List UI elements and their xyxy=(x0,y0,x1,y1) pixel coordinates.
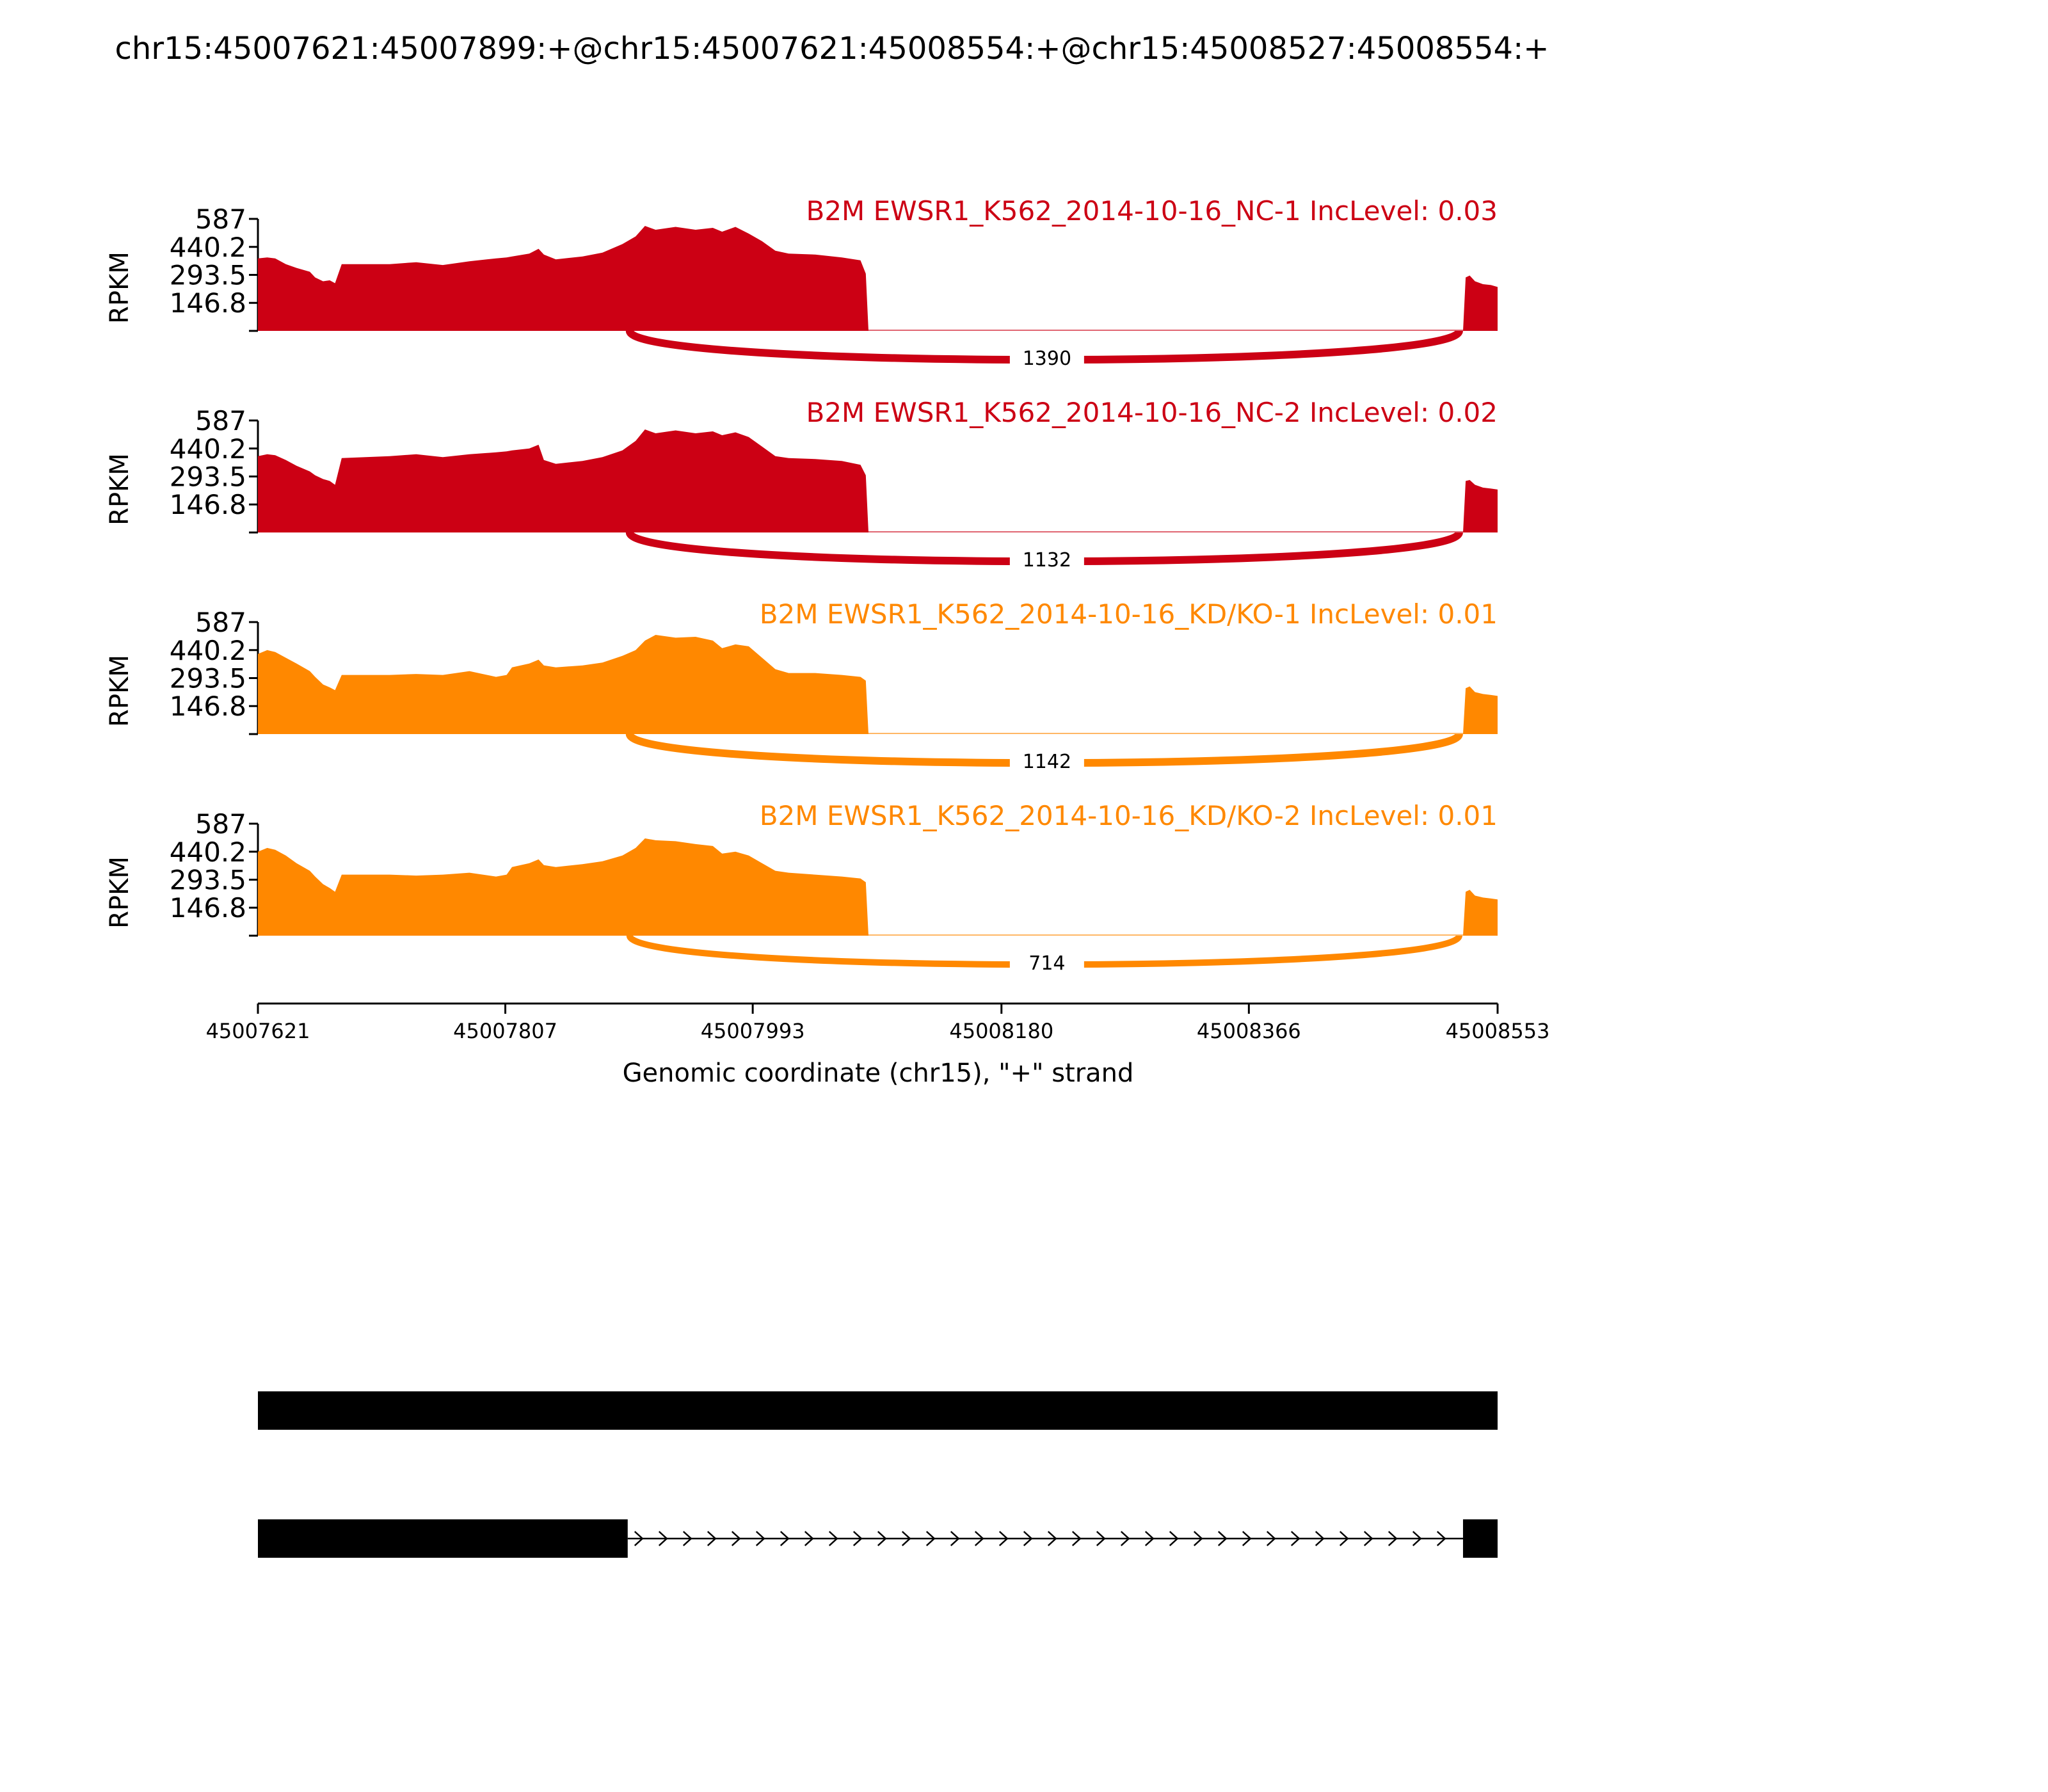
isoform-2 xyxy=(258,1519,1498,1558)
y-axis-label: RPKM xyxy=(105,856,134,929)
y-axis-label: RPKM xyxy=(105,655,134,727)
track-2 xyxy=(105,397,1498,573)
y-tick-label: 440.2 xyxy=(169,634,246,666)
coverage-exon1 xyxy=(258,838,868,936)
coverage-exon2 xyxy=(1463,687,1498,735)
track-label: B2M EWSR1_K562_2014-10-16_KD/KO-2 IncLevel: 0.01 xyxy=(759,800,1498,831)
x-tick-label: 45007621 xyxy=(205,1019,310,1043)
isoform-1 xyxy=(258,1391,1498,1430)
y-tick-label: 293.5 xyxy=(169,864,246,896)
coverage-exon2 xyxy=(1463,276,1498,332)
y-axis-label: RPKM xyxy=(105,453,134,525)
track-label: B2M EWSR1_K562_2014-10-16_NC-2 IncLevel: 0.02 xyxy=(806,397,1498,428)
y-tick-label: 293.5 xyxy=(169,461,246,493)
isoform-track xyxy=(258,1391,1498,1558)
coverage-exon1 xyxy=(258,226,868,331)
coverage-exon2 xyxy=(1463,480,1498,532)
y-tick-label: 293.5 xyxy=(169,259,246,291)
junction-count: 1142 xyxy=(1022,751,1072,773)
y-tick-label: 440.2 xyxy=(169,433,246,465)
coverage-exon1 xyxy=(258,635,868,734)
x-tick-label: 45008180 xyxy=(949,1019,1054,1043)
plot-title: chr15:45007621:45007899:+@chr15:45007621:45008554:+@chr15:45008527:45008554:+ xyxy=(115,31,1549,67)
x-tick-label: 45007993 xyxy=(700,1019,805,1043)
y-tick-label: 146.8 xyxy=(169,892,246,924)
track-1 xyxy=(105,195,1498,371)
y-tick-label: 146.8 xyxy=(169,489,246,521)
coverage-exon1 xyxy=(258,429,868,532)
exon-block xyxy=(258,1391,1498,1430)
y-tick-label: 293.5 xyxy=(169,662,246,694)
x-tick-label: 45008553 xyxy=(1445,1019,1550,1043)
y-tick-label: 587 xyxy=(195,808,246,840)
y-tick-label: 587 xyxy=(195,405,246,436)
x-axis xyxy=(206,1004,1550,1043)
junction-count: 1390 xyxy=(1022,348,1072,370)
tracks xyxy=(105,195,1498,976)
track-4 xyxy=(105,800,1498,976)
junction-count: 714 xyxy=(1028,952,1066,975)
exon-block xyxy=(1463,1519,1498,1558)
coverage-exon2 xyxy=(1463,890,1498,936)
y-axis-label: RPKM xyxy=(105,252,134,324)
junction-count: 1132 xyxy=(1022,549,1072,572)
track-label: B2M EWSR1_K562_2014-10-16_NC-1 IncLevel: 0.03 xyxy=(806,195,1498,227)
y-tick-label: 146.8 xyxy=(169,691,246,723)
exon-block xyxy=(258,1519,628,1558)
y-tick-label: 440.2 xyxy=(169,836,246,868)
y-tick-label: 440.2 xyxy=(169,231,246,263)
y-tick-label: 587 xyxy=(195,204,246,235)
x-tick-label: 45007807 xyxy=(453,1019,558,1043)
track-3 xyxy=(105,598,1498,774)
y-tick-label: 146.8 xyxy=(169,287,246,319)
y-tick-label: 587 xyxy=(195,607,246,638)
x-axis-label: Genomic coordinate (chr15), "+" strand xyxy=(622,1059,1134,1088)
x-tick-label: 45008366 xyxy=(1196,1019,1301,1043)
track-label: B2M EWSR1_K562_2014-10-16_KD/KO-1 IncLevel: 0.01 xyxy=(759,598,1498,630)
